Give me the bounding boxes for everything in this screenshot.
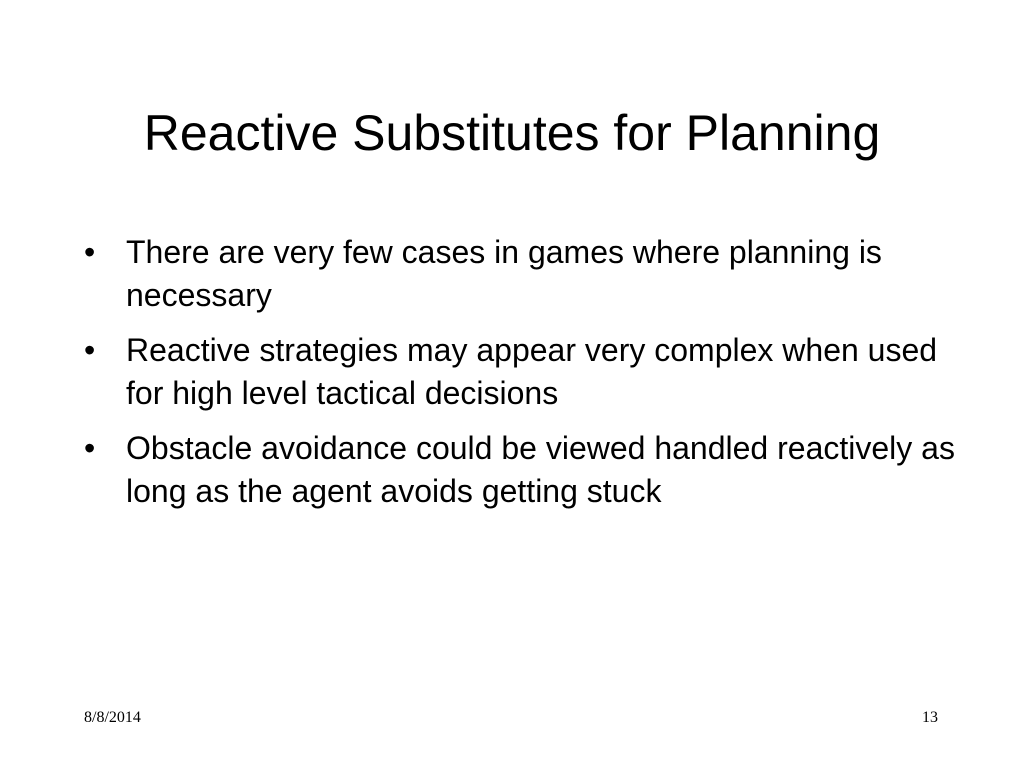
bullet-item [84, 427, 964, 513]
slide-title: Reactive Substitutes for Planning [143, 105, 881, 161]
bullet-text: Reactive strategies may appear very complex when used for high level tactical decisions [126, 332, 938, 411]
bullet-text: There are very few cases in games where planning is necessary [126, 234, 882, 313]
footer-page-number: 13 [922, 709, 938, 726]
bullet-item [84, 231, 964, 317]
bullet-text: Obstacle avoidance could be viewed handled reactively as long as the agent avoids getting stuck [126, 430, 955, 509]
bullet-marker: • [84, 332, 96, 368]
bullet-marker: • [84, 430, 96, 466]
bullet-marker: • [84, 234, 96, 270]
bullet-item [84, 329, 964, 415]
footer-date: 8/8/2014 [84, 709, 141, 726]
bullet-list [84, 231, 964, 525]
